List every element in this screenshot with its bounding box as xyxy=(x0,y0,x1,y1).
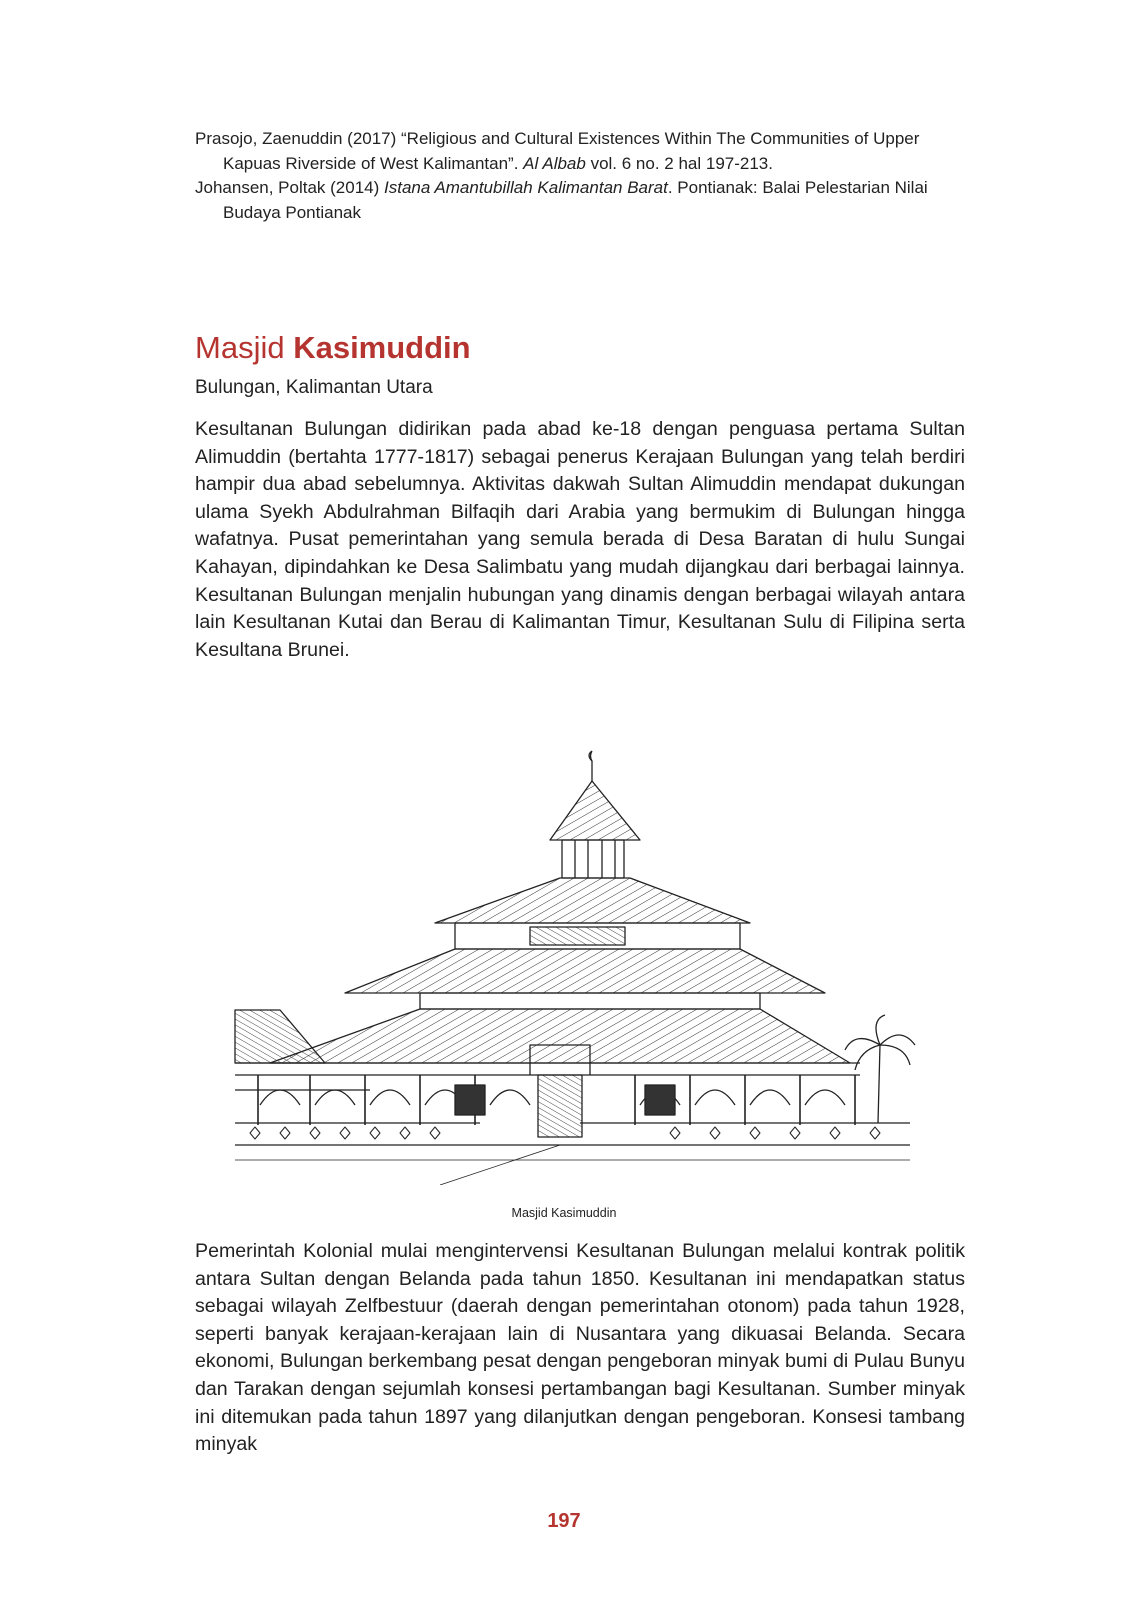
body-paragraph: Kesultanan Bulungan didirikan pada abad ke-18 dengan penguasa pertama Sultan Alimuddin (bertahta 1777-1817) sebagai penerus Kerajaan Bulungan yang telah berdiri hampir dua abad sebelumnya. Aktivitas dakwah Sultan Alimuddin mendapat dukungan ulama Syekh Abdulrahman Bilfaqih dari Arabia yang bermukim di Bulungan hingga wafatnya. Pusat pemerintahan yang semula berada di Desa Baratan di hulu Sungai Kahayan, dipindahkan ke Desa Salimbatu yang mudah dijangkau dari berbagai lainnya. Kesultanan Bulungan menjalin hubungan yang dinamis dengan berbagai wilayah antara lain Kesultanan Kutai dan Berau di Kalimantan Timur, Kesultanan Sulu di Filipina serta Kesultana Brunei. xyxy=(195,418,965,661)
figure-caption: Masjid Kasimuddin xyxy=(511,1206,617,1220)
article-location: Bulungan, Kalimantan Utara xyxy=(195,377,433,398)
body-paragraph: Pemerintah Kolonial mulai mengintervensi Kesultanan Bulungan melalui kontrak politik antara Sultan dengan Belanda pada tahun 1850. Kesultanan ini mendapatkan status sebagai wilayah Zelfbestuur (daerah dengan pemerintahan otonom) pada tahun 1928, seperti banyak kerajaan-kerajaan lain di Nusantara yang dikuasai Belanda. Secara ekonomi, Bulungan berkembang pesat dengan pengeboran minyak bumi di Pulau Bunyu dan Tarakan dengan sejumlah konsesi pertambangan bagi Kesultanan. Sumber minyak ini ditemukan pada tahun 1897 yang dilanjutkan dengan pengeboran. Konsesi tambang minyak xyxy=(195,1240,965,1456)
article-title: Masjid Kasimuddin xyxy=(195,330,471,365)
reference-list xyxy=(195,127,975,225)
page-number: 197 xyxy=(547,1510,581,1532)
reference-entry: Johansen, Poltak (2014) Istana Amantubillah Kalimantan Barat. Pontianak: Balai Pelestarian Nilai Budaya Pontianak xyxy=(195,178,928,222)
reference-entry: Prasojo, Zaenuddin (2017) “Religious and Cultural Existences Within The Communities of Upper Kapuas Riverside of West Kalimantan”. Al Albab vol. 6 no. 2 hal 197-213. xyxy=(195,129,920,173)
mosque-illustration xyxy=(230,745,930,1185)
